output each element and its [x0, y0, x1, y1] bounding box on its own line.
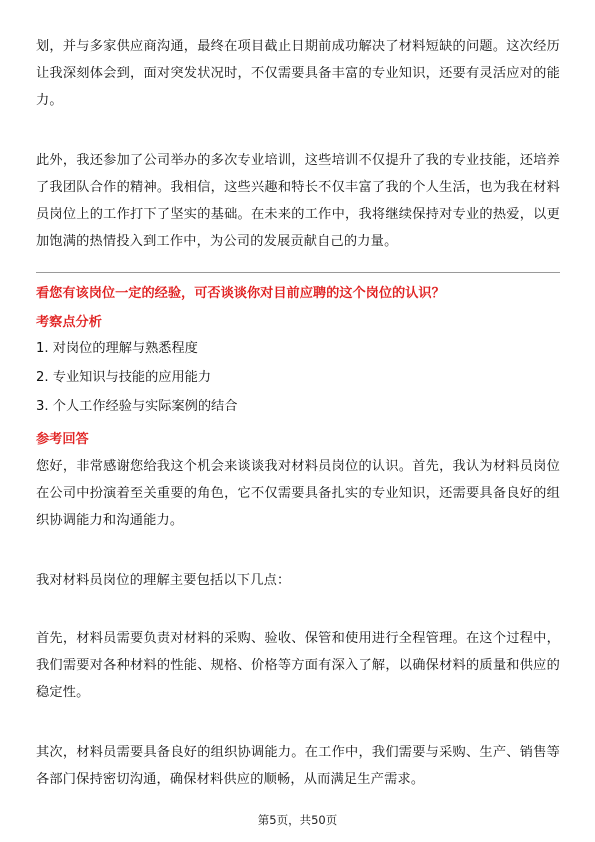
page-number: 第5页，共50页 — [257, 813, 338, 827]
analysis-point-1: 1. 对岗位的理解与熟悉程度 — [36, 341, 198, 356]
interview-question: 看您有该岗位一定的经验，可否谈谈你对目前应聘的这个岗位的认识？ — [36, 286, 445, 301]
section-divider — [36, 272, 560, 273]
answer-paragraph-2: 我对材料员岗位的理解主要包括以下几点： — [36, 573, 291, 588]
analysis-point-3: 3. 个人工作经验与实际案例的结合 — [36, 399, 238, 414]
answer-paragraph-4: 其次，材料员需要具备良好的组织协调能力。在工作中，我们需要与采购、生产、销售等各部门保持密切沟通，确保材料供应的顺畅，从而满足生产需求。 — [36, 745, 560, 787]
answer-heading: 参考回答 — [36, 432, 89, 447]
intro-paragraph-1: 划，并与多家供应商沟通，最终在项目截止日期前成功解决了材料短缺的问题。这次经历让我深刻体会到，面对突发状况时，不仅需要具备丰富的专业知识，还要有灵活应对的能力。 — [36, 39, 560, 108]
answer-paragraph-1: 您好，非常感谢您给我这个机会来谈谈我对材料员岗位的认识。首先，我认为材料员岗位在公司中扮演着至关重要的角色，它不仅需要具备扎实的专业知识，还需要具备良好的组织协调能力和沟通能力。 — [36, 459, 560, 528]
analysis-point-2: 2. 专业知识与技能的应用能力 — [36, 370, 212, 385]
analysis-heading: 考察点分析 — [36, 315, 102, 330]
answer-paragraph-3: 首先，材料员需要负责对材料的采购、验收、保管和使用进行全程管理。在这个过程中，我们需要对各种材料的性能、规格、价格等方面有深入了解，以确保材料的质量和供应的稳定性。 — [36, 631, 560, 700]
intro-paragraph-2: 此外，我还参加了公司举办的多次专业培训，这些培训不仅提升了我的专业技能，还培养了我团队合作的精神。我相信，这些兴趣和特长不仅丰富了我的个人生活，也为我在材料员岗位上的工作打下了坚实的基础。在未来的工作中，我将继续保持对专业的热爱，以更加饱满的热情投入到工作中，为公司的发展贡献自己的力量。 — [36, 153, 560, 249]
